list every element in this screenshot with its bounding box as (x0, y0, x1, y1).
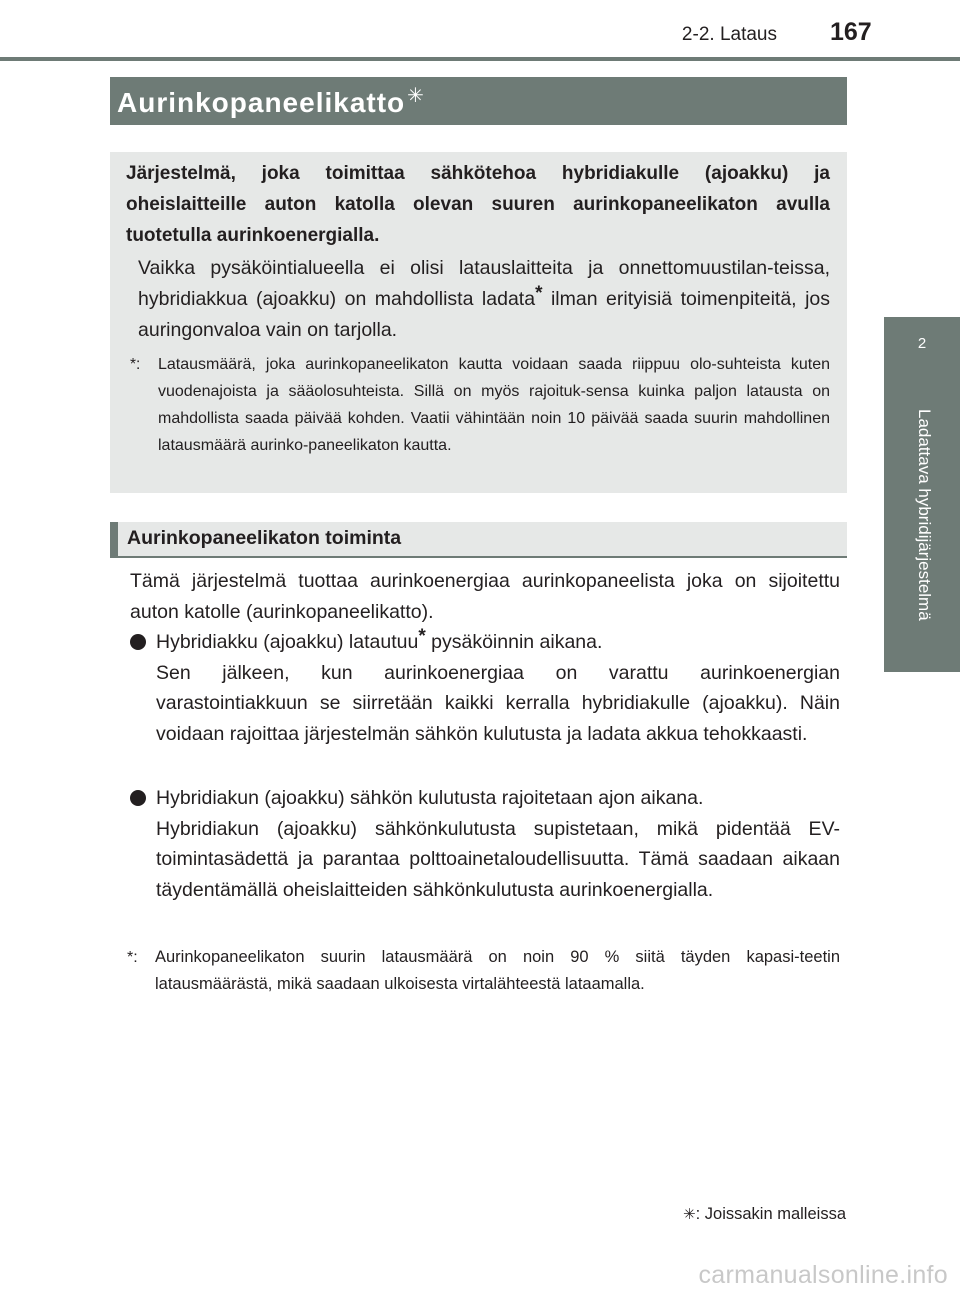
models-note (683, 1205, 846, 1224)
asterisk-icon: ✳ (683, 1206, 696, 1223)
watermark: carmanualsonline.info (698, 1261, 948, 1289)
bullet-description: Hybridiakun (ajoakku) sähkönkulutusta supistetaan, mikä pidentää EV-toimintasädettä ja parantaa polttoainetaloudellisuutta. Tämä saadaan aikaan täydentämällä oheislaitteiden sähkönkulutusta aurinkoenergialla. (156, 817, 840, 901)
section-heading (110, 522, 847, 558)
bullet-icon (130, 790, 146, 806)
intro-body-text: Vaikka pysäköintialueella ei olisi latauslaitteita ja onnettomuustilan-teissa, hybridiakkua (ajoakku) on mahdollista ladata (138, 257, 830, 310)
models-note-text: : Joissakin malleissa (695, 1205, 846, 1223)
bullet-title-text-end: pysäköinnin aikana. (425, 631, 603, 653)
intro-footnote (130, 351, 830, 459)
section-paragraph: Tämä järjestelmä tuottaa aurinkoenergiaa aurinkopaneelista joka on sijoitettu auton katolle (aurinkopaneelikatto). (130, 570, 840, 623)
page-title-text: Aurinkopaneelikatto (117, 87, 406, 118)
footnote-marker: * (418, 626, 426, 647)
bullet-title (156, 627, 602, 658)
intro-box (110, 152, 847, 493)
page-title (117, 83, 425, 119)
section-footnote (127, 944, 840, 998)
bullet-icon (130, 634, 146, 650)
bullet-title (156, 783, 703, 814)
chapter-number: 2 (917, 335, 927, 352)
intro-footnote-text: Latausmäärä, joka aurinkopaneelikaton kautta voidaan saada riippuu olo-suhteista kuten vuodenajoista ja sääolosuhteista. Sillä on myös rajoituk-sensa kuinka paljon latausta on mahdollista saada päivää kohden. Vaatii vähintään noin 10 päivää saada suurin mahdollinen latausmäärä aurinko-paneelikaton kautta. (158, 356, 830, 454)
bullet-title-text: Hybridiakku (ajoakku) latautuu (156, 631, 419, 653)
chapter-side-tab (884, 317, 960, 672)
asterisk-icon: ✳ (407, 85, 425, 107)
footnote-marker: * (535, 283, 543, 304)
intro-lead: Järjestelmä, joka toimittaa sähkötehoa hybridiakulle (ajoakku) ja oheislaitteille auton katolla olevan suuren aurinkopaneelikaton avulla tuotetulla aurinkoenergialla. (126, 163, 830, 246)
section-heading-bar (110, 522, 118, 556)
section-label: 2-2. Lataus (681, 24, 777, 45)
footnote-mark: *: (130, 356, 141, 373)
intro-body-text-end: ilman erityisiä toimenpiteitä, jos auringonvaloa vain on tarjolla. (138, 288, 830, 341)
title-bar (110, 77, 847, 125)
header-rule (0, 57, 960, 61)
section-heading-text: Aurinkopaneelikaton toiminta (127, 527, 402, 549)
bullet-description: Sen jälkeen, kun aurinkoenergiaa on varattu aurinkoenergian varastointiakkuun se siirretään kaikki kerralla hybridiakulle (ajoakku). Näin voidaan rajoittaa järjestelmän sähkön kulutusta ja ladata akkua tehokkaasti. (156, 661, 840, 745)
page-number: 167 (830, 18, 872, 46)
section-footnote-text: Aurinkopaneelikaton suurin latausmäärä on noin 90 % siitä täyden kapasi-teetin latausmäärästä, mikä saadaan ulkoisesta virtalähteestä lataamalla. (155, 948, 840, 993)
intro-body (138, 253, 830, 346)
bullet-title-text: Hybridiakun (ajoakku) sähkön kulutusta rajoitetaan ajon aikana. (156, 787, 704, 809)
footnote-mark: *: (127, 949, 138, 966)
chapter-title: Ladattava hybridijärjestelmä (915, 409, 934, 621)
